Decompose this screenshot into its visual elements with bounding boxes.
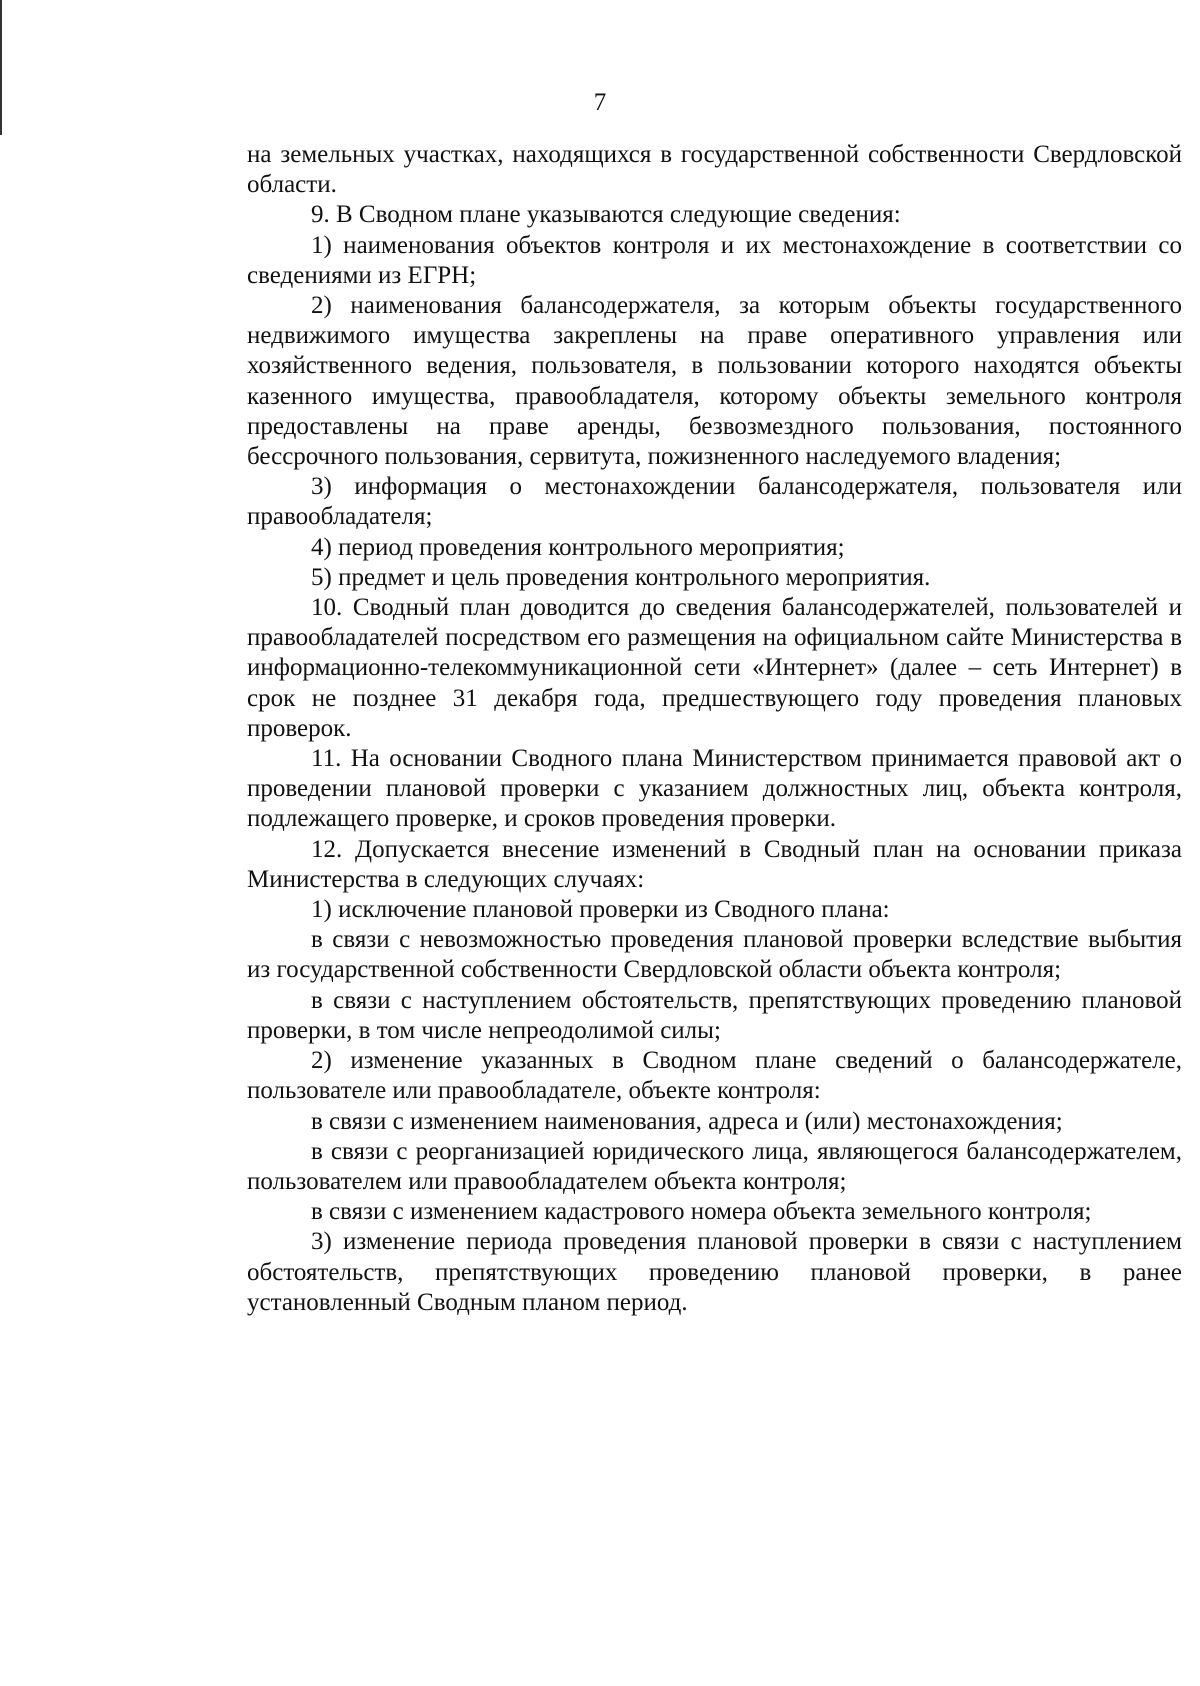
paragraph-item-12-1-a: в связи с невозможностью проведения плановой проверки вследствие выбытия из государственной собственности Свердловской области объекта контроля; <box>247 926 1182 984</box>
paragraph-item-12-2-c: в связи с изменением кадастрового номера объекта земельного контроля; <box>311 1198 1092 1226</box>
paragraph-item-9-3: 3) информация о местонахождении балансодержателя, пользователя или правообладателя; <box>247 473 1182 531</box>
paragraph-item-11: 11. На основании Сводного плана Министерством принимается правовой акт о проведении плановой проверки с указанием должностных лиц, объекта контроля, подлежащего проверке, и сроков проведения проверки. <box>247 745 1182 833</box>
document-body <box>247 140 1182 1318</box>
paragraph-item-12-2: 2) изменение указанных в Сводном плане сведений о балансодержателе, пользователе или правообладателе, объекте контроля: <box>247 1047 1182 1105</box>
paragraph-item-9-5: 5) предмет и цель проведения контрольного мероприятия. <box>311 563 931 591</box>
paragraph-item-9: 9. В Сводном плане указываются следующие сведения: <box>311 201 901 229</box>
paragraph-item-12-1: 1) исключение плановой проверки из Сводного плана: <box>311 896 890 924</box>
paragraph-item-12: 12. Допускается внесение изменений в Сводный план на основании приказа Министерства в следующих случаях: <box>247 835 1182 893</box>
paragraph-item-12-2-a: в связи с изменением наименования, адреса и (или) местонахождения; <box>311 1107 1063 1135</box>
paragraph-item-9-2: 2) наименования балансодержателя, за которым объекты государственного недвижимого имущества закреплены на праве оперативного управления или хозяйственного ведения, пользователя, в пользовании которого находятся объекты казенного имущества, правообладателя, которому объекты земельного контроля предоставлены на праве аренды, безвозмездного пользования, постоянного бессрочного пользования, сервитута, пожизненного наследуемого владения; <box>247 292 1182 471</box>
paragraph-continuation: на земельных участках, находящихся в государственной собственности Свердловской области. <box>247 141 1182 199</box>
paragraph-item-10: 10. Сводный план доводится до сведения балансодержателей, пользователей и правообладателей посредством его размещения на официальном сайте Министерства в информационно-телекоммуникационной сети «Интернет» (далее – сеть Интернет) в срок не позднее 31 декабря года, предшествующего году проведения плановых проверок. <box>247 594 1182 742</box>
paragraph-item-12-1-b: в связи с наступлением обстоятельств, препятствующих проведению плановой проверки, в том числе непреодолимой силы; <box>247 986 1182 1044</box>
page-number: 7 <box>593 89 607 116</box>
paragraph-item-12-2-b: в связи с реорганизацией юридического лица, являющегося балансодержателем, пользователем или правообладателем объекта контроля; <box>247 1137 1182 1195</box>
paragraph-item-12-3: 3) изменение периода проведения плановой проверки в связи с наступлением обстоятельств, препятствующих проведению плановой проверки, в ранее установленный Сводным планом период. <box>247 1228 1182 1316</box>
paragraph-item-9-4: 4) период проведения контрольного мероприятия; <box>311 533 845 561</box>
paragraph-item-9-1: 1) наименования объектов контроля и их местонахождение в соответствии со сведениями из ЕГРН; <box>247 231 1182 289</box>
